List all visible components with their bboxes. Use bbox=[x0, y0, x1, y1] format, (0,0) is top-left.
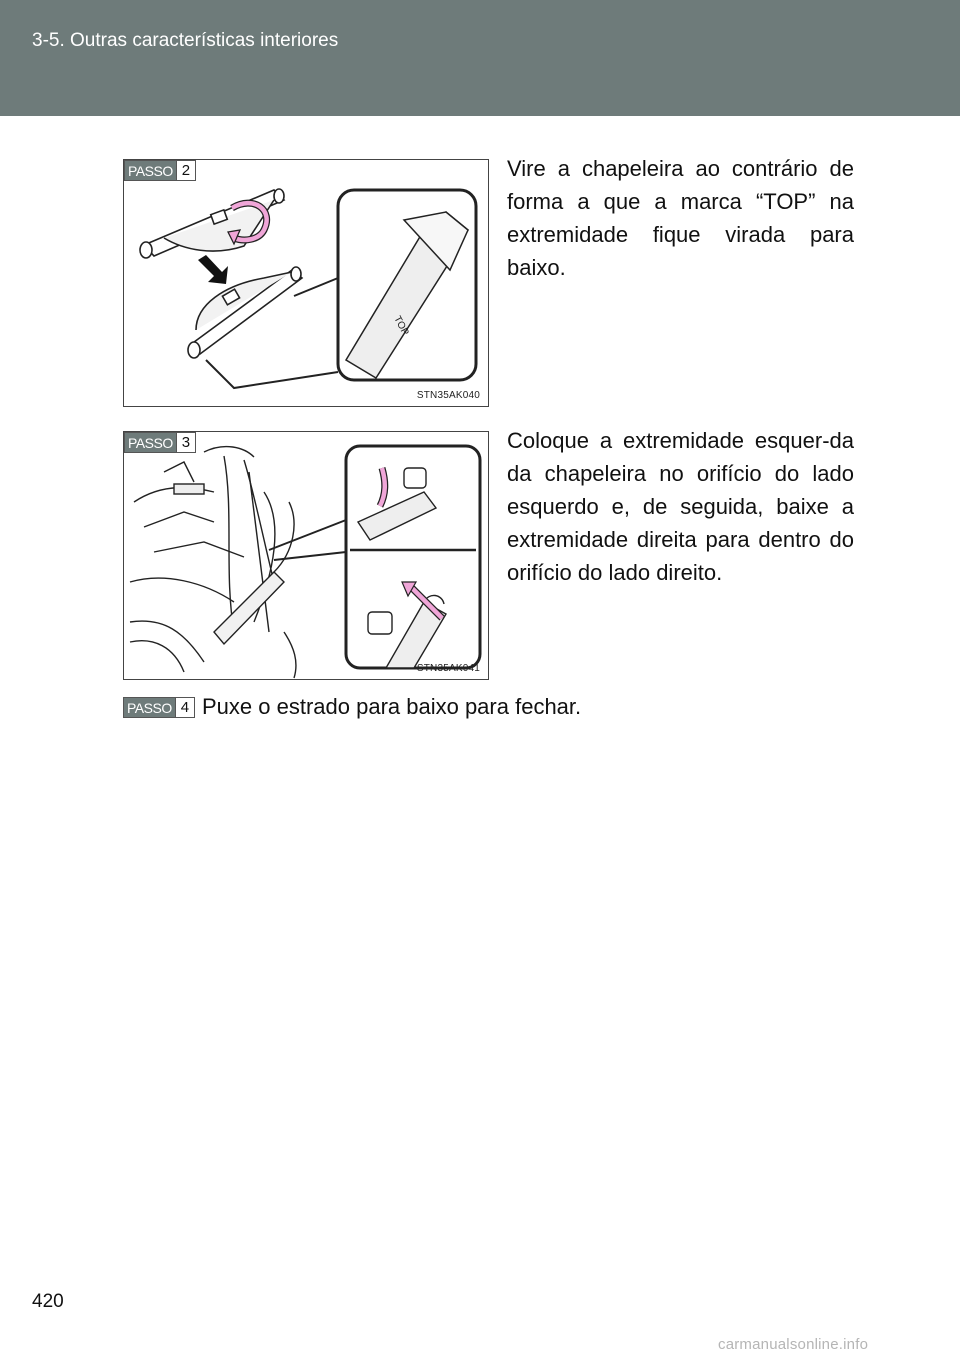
page-number: 420 bbox=[32, 1291, 64, 1312]
step-3-badge bbox=[124, 432, 196, 453]
step-2-badge bbox=[124, 160, 196, 181]
watermark: carmanualsonline.info bbox=[718, 1336, 869, 1353]
step-number: 2 bbox=[176, 161, 195, 180]
step-label: PASSO bbox=[125, 161, 176, 180]
step-label: PASSO bbox=[125, 433, 176, 452]
step-4-instruction: Puxe o estrado para baixo para fechar. bbox=[202, 694, 582, 719]
section-title: 3-5. Outras características interiores bbox=[32, 30, 339, 51]
tonneau-cover-flip-drawing bbox=[124, 160, 488, 406]
step-3-illustration bbox=[123, 431, 489, 680]
step-label: PASSO bbox=[124, 698, 175, 717]
step-3-instruction: Coloque a extremidade esquer-da da chapeleira no orifício do lado esquerdo e, de seguida, baixe a extremidade direita para dentro do orifício do lado direito. bbox=[507, 428, 854, 585]
page-header bbox=[0, 0, 960, 116]
step-2-instruction: Vire a chapeleira ao contrário de forma a que a marca “TOP” na extremidade fique virada para baixo. bbox=[507, 156, 854, 280]
figure-code: STN35AK041 bbox=[416, 663, 480, 674]
down-arrow-icon bbox=[198, 255, 228, 284]
step-4-badge bbox=[123, 697, 195, 718]
step-number: 4 bbox=[175, 698, 194, 717]
step-2-illustration bbox=[123, 159, 489, 407]
step-number: 3 bbox=[176, 433, 195, 452]
cargo-area-install-drawing bbox=[124, 432, 488, 679]
top-mark-label: TOP bbox=[391, 314, 411, 338]
figure-code: STN35AK040 bbox=[416, 390, 480, 401]
